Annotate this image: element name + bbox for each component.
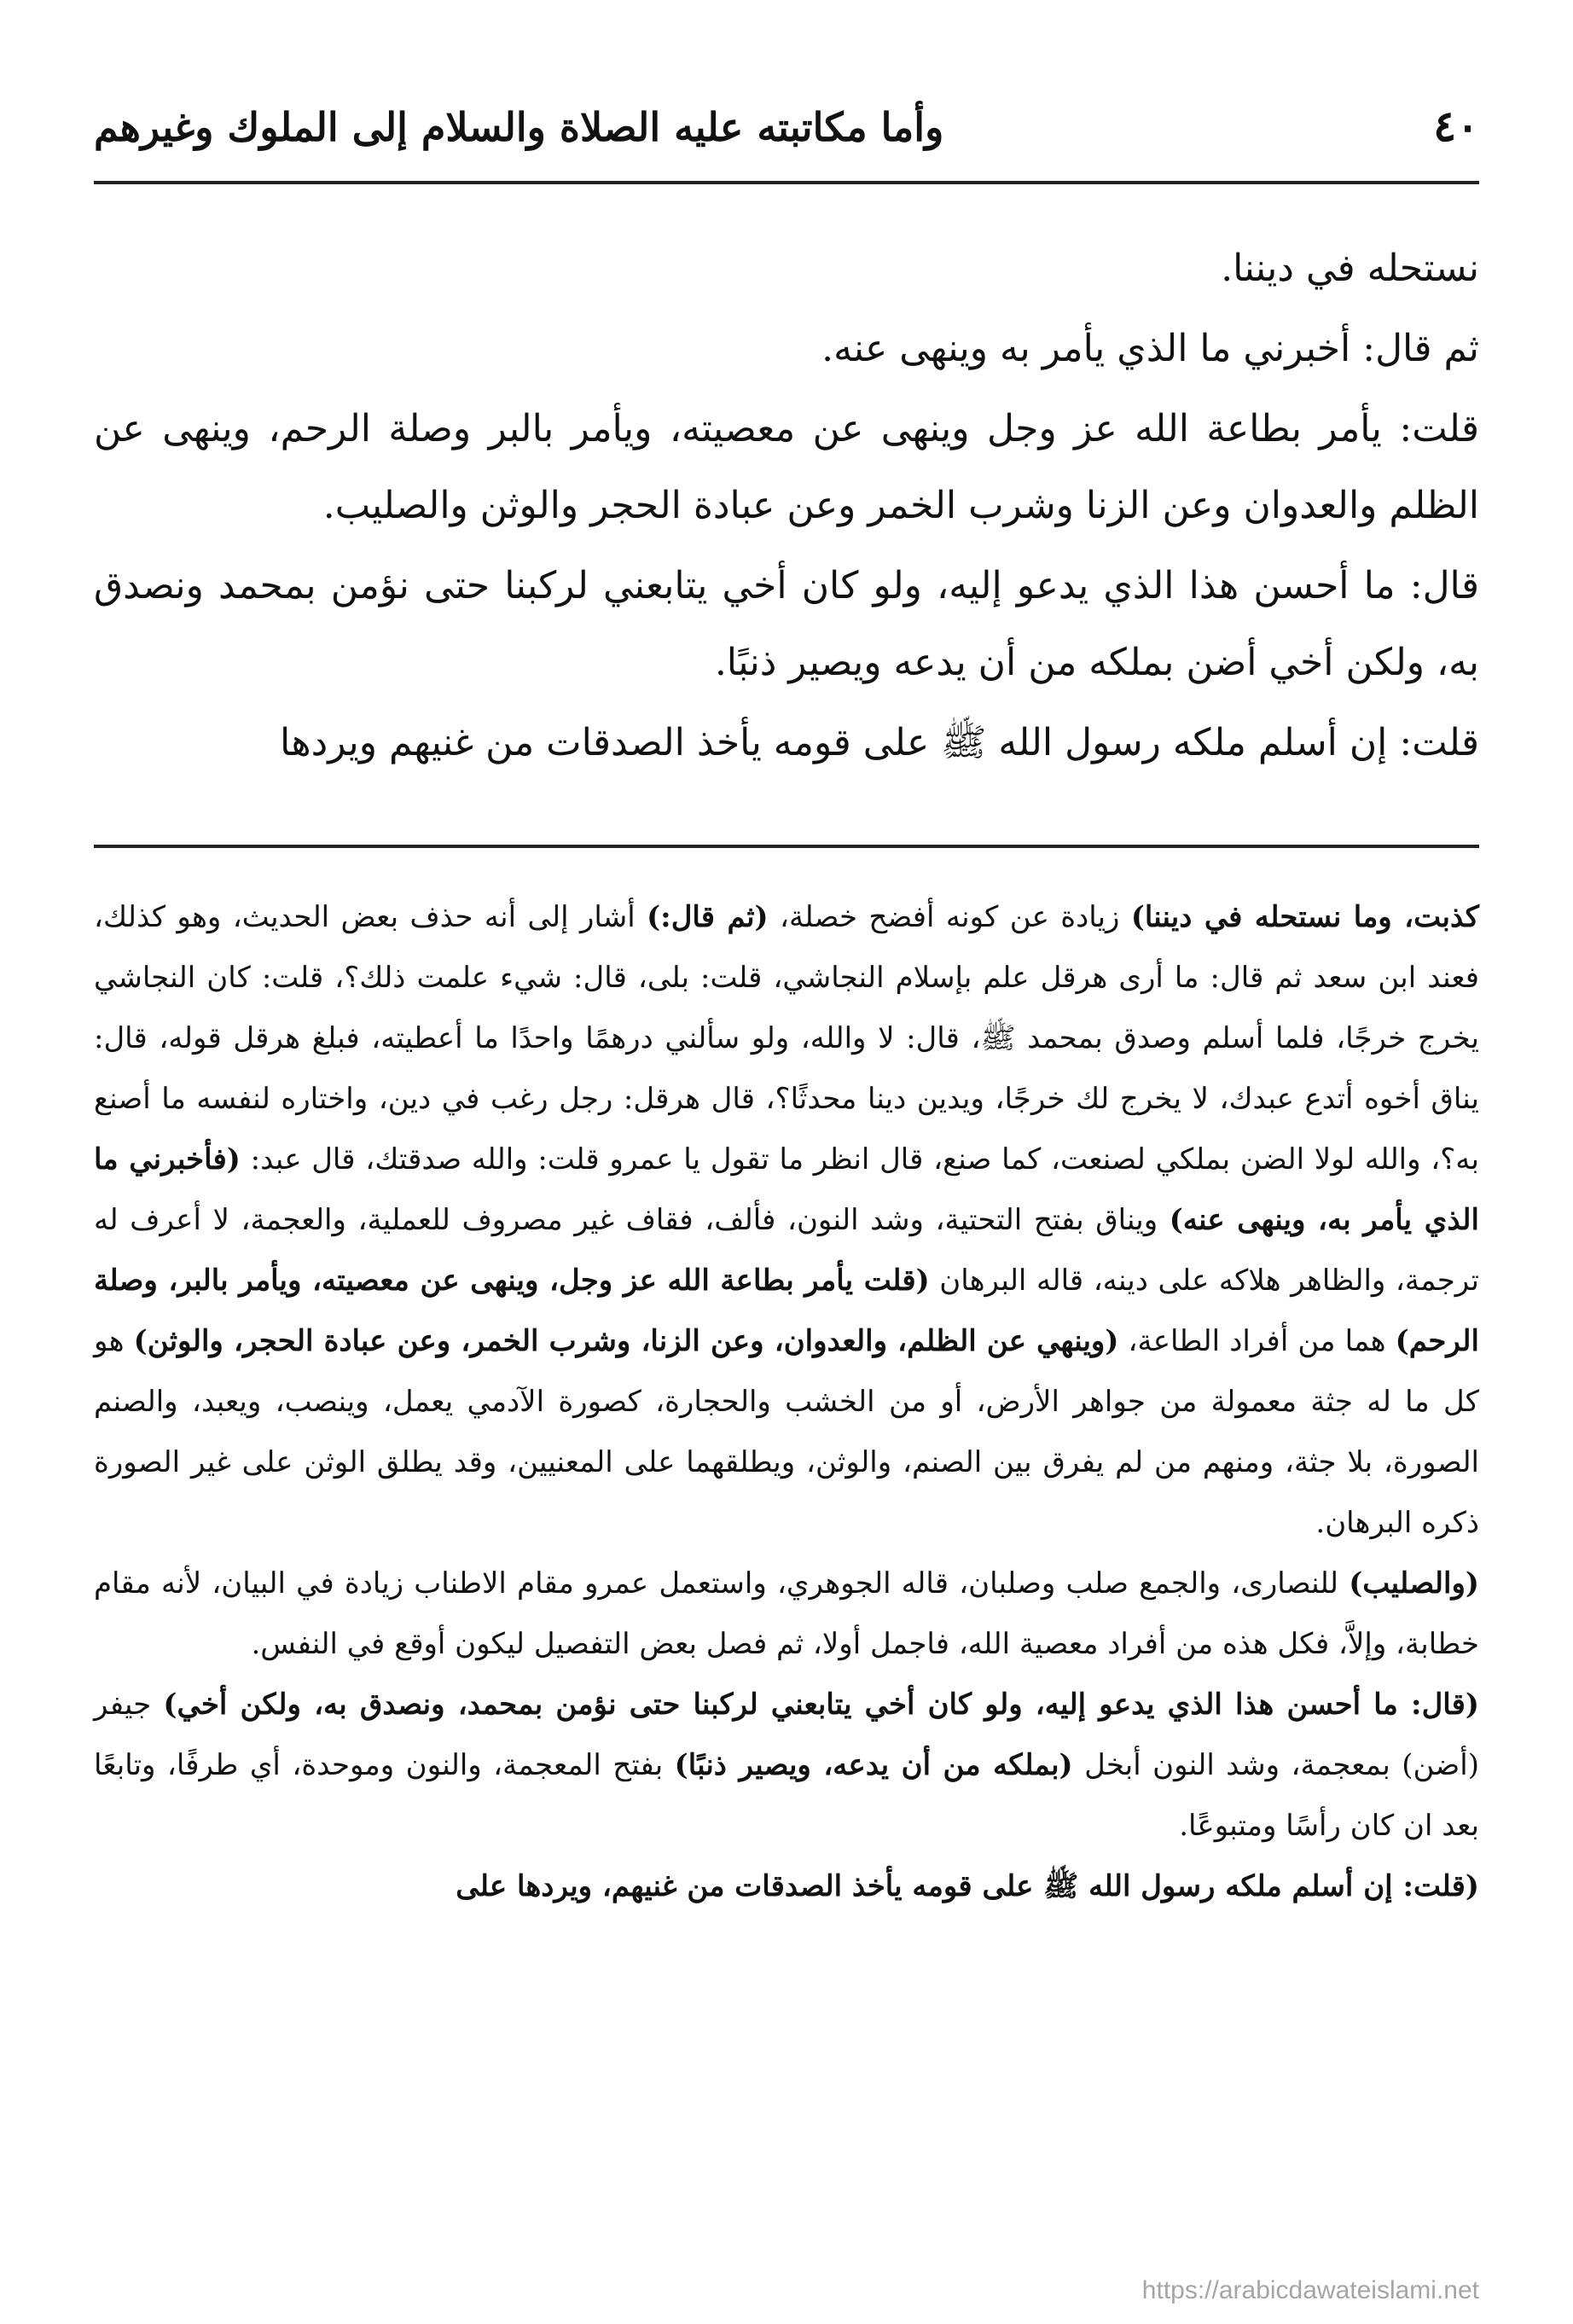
commentary-text-run: بفتح المعجمة، والنون وموحدة، أي طرفًا، وتابعًا بعد ان كان رأسًا ومتبوعًا.	[94, 1748, 1479, 1843]
quoted-text: (ثم قال:)	[647, 900, 769, 934]
quoted-text: (بملكه من أن يدعه، ويصير ذنبًا)	[674, 1748, 1073, 1782]
commentary-paragraph	[94, 887, 1479, 1554]
commentary-paragraph	[94, 1856, 1479, 1917]
commentary-text-run: جيفر (أضن) بمعجمة، وشد النون أبخل	[94, 1688, 1479, 1782]
main-text	[94, 230, 1479, 785]
commentary-paragraph	[94, 1554, 1479, 1675]
commentary-text	[94, 887, 1479, 1917]
header-rule	[94, 181, 1479, 184]
main-paragraph: قال: ما أحسن هذا الذي يدعو إليه، ولو كان أخي يتابعني لركبنا حتى نؤمن بمحمد ونصدق به، ولكن أخي أضن بملكه من أن يدعه ويصير ذنبًا.	[94, 564, 1479, 684]
page-header	[94, 101, 1479, 151]
quoted-text: كذبت، وما نستحله في ديننا)	[1130, 900, 1479, 934]
quoted-text: (وينهي عن الظلم، والعدوان، وعن الزنا، وشرب الخمر، وعن عبادة الحجر، والوثن)	[133, 1324, 1119, 1358]
commentary-text-run: أشار إلى أنه حذف بعض الحديث، وهو كذلك، فعند ابن سعد ثم قال: ما أرى هرقل علم بإسلام النجاشي، قلت: بلى، قال: شيء علمت ذلك؟، قلت: كان النجاشي يخرج خرجًا، فلما أسلم وصدق بمحمد ﷺ، قال: لا والله، ولو سألني درهمًا واحدًا ما أعطيته، فبلغ هرقل قوله، قال: يناق أخوه أتدع عبدك، لا يخرج لك خرجًا، ويدين دينا محدثًا؟، قال هرقل: رجل رغب في دين، واختاره لنفسه ما أصنع به؟، والله لولا الضن بملكي لصنعت، كما صنع، قال انظر ما تقول يا عمرو قلت: والله صدقتك، قال عبد:	[94, 900, 1479, 1177]
commentary-paragraph	[94, 1675, 1479, 1856]
quoted-text: (قلت يأمر بطاعة الله عز وجل، وينهى عن معصيته، ويأمر بالبر، وصلة الرحم)	[94, 1264, 1479, 1358]
quoted-text: (والصليب)	[1349, 1566, 1479, 1601]
commentary-text-run: للنصارى، والجمع صلب وصلبان، قاله الجوهري، واستعمل عمرو مقام الاطناب زيادة في البيان، لأنه مقام خطابة، وإلاَّ، فكل هذه من أفراد معصية الله، فاجمل أولا، ثم فصل بعض التفصيل ليكون أوقع في النفس.	[94, 1566, 1479, 1661]
quoted-text: (فأخبرني ما الذي يأمر به، وينهى عنه)	[94, 1142, 1479, 1237]
commentary-text-run: ويناق بفتح التحتية، وشد النون، فألف، فقاف غير مصروف للعملية، والعجمة، لا أعرف له ترجمة، والظاهر هلاكه على دينه، قاله البرهان	[94, 1203, 1480, 1298]
running-title: وأما مكاتبته عليه الصلاة والسلام إلى الملوك وغيرهم	[94, 104, 944, 150]
commentary-text-run: زيادة عن كونه أفضح خصلة،	[768, 900, 1131, 934]
page-number: ٤٠	[1433, 101, 1479, 151]
main-paragraph: ثم قال: أخبرني ما الذي يأمر به وينهى عنه.	[821, 327, 1479, 370]
commentary-divider	[94, 845, 1479, 848]
watermark-url: https://arabicdawateislami.net	[1141, 2276, 1479, 2304]
main-paragraph: قلت: يأمر بطاعة الله عز وجل وينهى عن معصيته، ويأمر بالبر وصلة الرحم، وينهى عن الظلم والعدوان وعن الزنا وشرب الخمر وعن عبادة الحجر والوثن والصليب.	[94, 407, 1479, 527]
commentary-text-run: هما من أفراد الطاعة،	[1118, 1324, 1396, 1358]
main-paragraph: قلت: إن أسلم ملكه رسول الله ﷺ على قومه يأخذ الصدقات من غنيهم ويردها	[280, 721, 1479, 764]
commentary-text-run: هو كل ما له جثة معمولة من جواهر الأرض، أو من الخشب والحجارة، كصورة الآدمي يعمل، وينصب، ويعبد، والصنم الصورة، بلا جثة، ومنهم من لم يفرق بين الصنم، والوثن، ويطلقهما على المعنيين، وقد يطلق الوثن على غير الصورة ذكره البرهان.	[94, 1324, 1479, 1540]
quoted-text: (قلت: إن أسلم ملكه رسول الله ﷺ على قومه يأخذ الصدقات من غنيهم، ويردها على	[456, 1869, 1479, 1903]
quoted-text: (قال: ما أحسن هذا الذي يدعو إليه، ولو كان أخي يتابعني لركبنا حتى نؤمن بمحمد، ونصدق به، ولكن أخي)	[163, 1688, 1479, 1722]
main-paragraph: نستحله في ديننا.	[1221, 247, 1479, 290]
